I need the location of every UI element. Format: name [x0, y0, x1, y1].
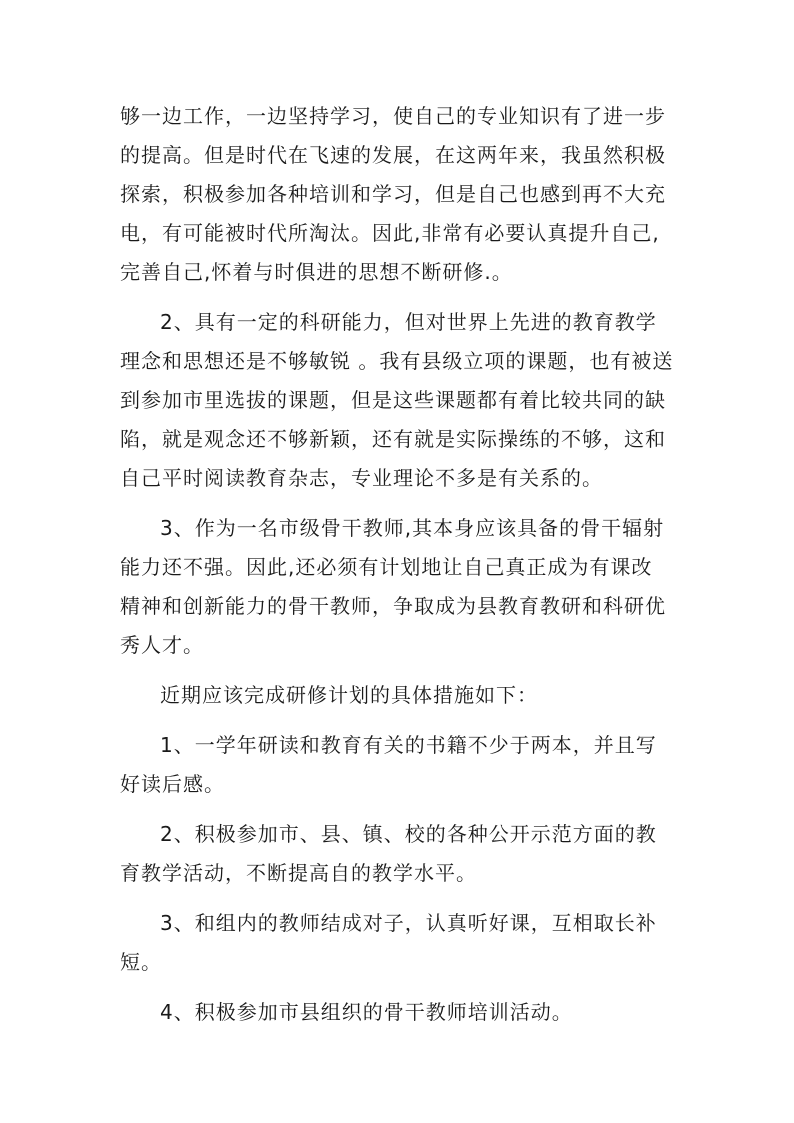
- paragraph-backbone-teacher: [120, 509, 680, 665]
- text-line: 1、一学年研读和教育有关的书籍不少于两本，并且写: [160, 733, 657, 757]
- text-line: 2、具有一定的科研能力，但对世界上先进的教育教学: [160, 310, 657, 334]
- text-line: 到参加市里选拔的课题，但是这些课题都有着比较共同的缺: [120, 388, 666, 412]
- text-line: 4、积极参加市县组织的骨干教师培训活动。: [160, 1000, 573, 1024]
- text-line: 完善自己,怀着与时俱进的思想不断研修.。: [120, 260, 513, 284]
- paragraph-measure-2: [120, 815, 680, 893]
- text-line: 3、和组内的教师结成对子，认真听好课，互相取长补: [160, 911, 657, 935]
- paragraph-measure-4: [120, 993, 680, 1032]
- text-line: 探索，积极参加各种培训和学习，但是自己也感到再不大充: [120, 182, 666, 206]
- text-line: 陷，就是观念还不够新颖，还有就是实际操练的不够，这和: [120, 427, 666, 451]
- text-line: 短。: [120, 950, 162, 974]
- text-line: 够一边工作，一边坚持学习，使自己的专业知识有了进一步: [120, 104, 666, 128]
- paragraph-measure-1: [120, 726, 680, 804]
- text-line: 2、积极参加市、县、镇、校的各种公开示范方面的教: [160, 822, 657, 846]
- paragraph-measures-heading: [120, 676, 680, 715]
- paragraph-research-ability: [120, 303, 680, 498]
- text-line: 秀人才。: [120, 633, 204, 657]
- text-line: 育教学活动，不断提高自的教学水平。: [120, 861, 477, 885]
- paragraph-measure-3: [120, 904, 680, 982]
- text-line: 3、作为一名市级骨干教师,其本身应该具备的骨干辐射: [160, 516, 665, 540]
- text-line: 的提高。但是时代在飞速的发展，在这两年来，我虽然积极: [120, 143, 666, 167]
- paragraph-intro-continuation: [120, 97, 680, 292]
- text-line: 近期应该完成研修计划的具体措施如下：: [160, 683, 538, 707]
- text-line: 电，有可能被时代所淘汰。因此,非常有必要认真提升自己,: [120, 221, 660, 245]
- document-body: [120, 97, 680, 1032]
- text-line: 能力还不强。因此,还必须有计划地让自己真正成为有课改: [120, 555, 653, 579]
- text-line: 自己平时阅读教育杂志，专业理论不多是有关系的。: [120, 466, 603, 490]
- text-line: 理念和思想还是不够敏锐 。我有县级立项的课题，也有被送: [120, 349, 674, 373]
- text-line: 精神和创新能力的骨干教师，争取成为县教育教研和科研优: [120, 594, 666, 618]
- text-line: 好读后感。: [120, 772, 225, 796]
